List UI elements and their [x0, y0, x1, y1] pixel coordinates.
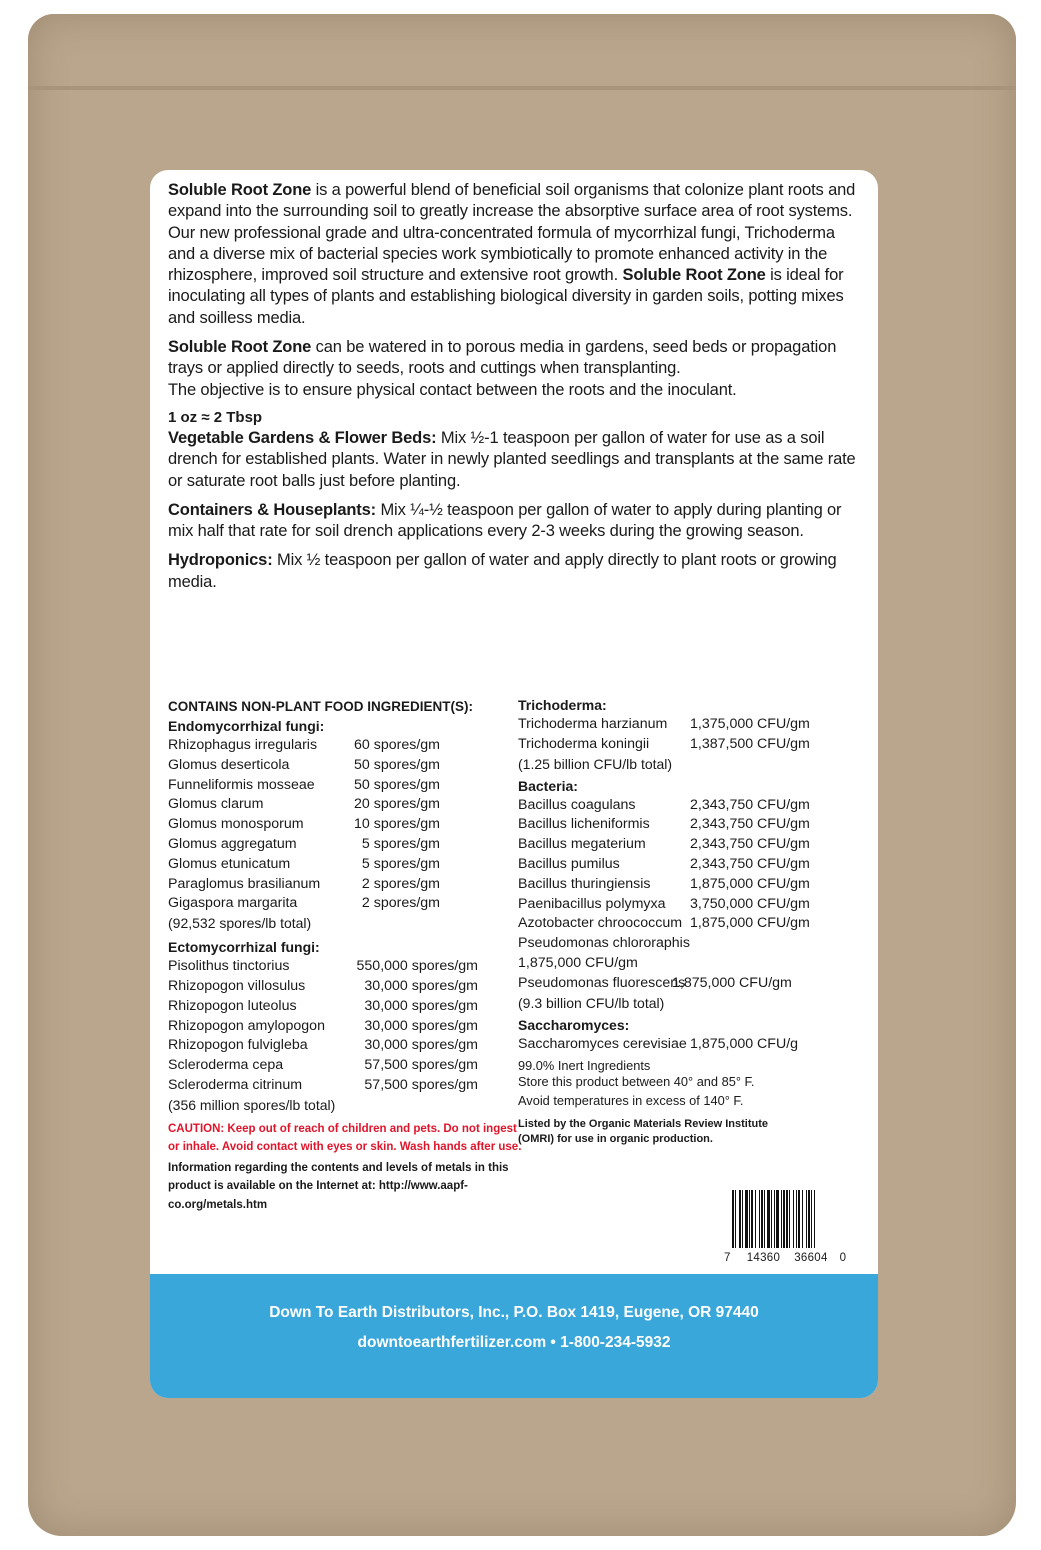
barcode-bar [755, 1190, 756, 1248]
ingredient-value: 2 spores/gm [361, 875, 440, 892]
barcode-bar [732, 1190, 734, 1248]
ingredient-name: Bacillus megaterium [518, 836, 646, 853]
barcode [724, 1188, 858, 1270]
ingredient-name: Pseudomonas chlororaphis [518, 935, 690, 952]
footer-contact: downtoearthfertilizer.com • 1-800-234-5932 [357, 1334, 671, 1351]
ingredient-name: Azotobacter chroococcum [518, 915, 683, 932]
barcode-bar [802, 1190, 803, 1248]
ingredient-row [518, 735, 868, 755]
tricho-total: (1.25 billion CFU/lb total) [518, 755, 673, 772]
ingredient-value: 50 spores/gm [354, 756, 440, 773]
ingredient-row [168, 1036, 528, 1056]
ingredient-value: 5 spores/gm [361, 855, 440, 872]
bact-title: Bacteria: [518, 777, 578, 794]
ingredient-value: 20 spores/gm [354, 796, 440, 813]
ingredient-row [518, 855, 868, 875]
ingredient-row [168, 977, 528, 997]
barcode-bar [749, 1190, 750, 1248]
barcode-bar [786, 1190, 788, 1248]
ingredient-row [518, 934, 868, 954]
ingredient-value: 3,750,000 CFU/gm [690, 895, 810, 912]
ingredient-row [518, 895, 868, 915]
ingredient-value: 5 spores/gm [361, 835, 440, 852]
usage-paragraph [168, 337, 863, 380]
hydro-label: Hydroponics: [168, 551, 273, 570]
veg-instructions [168, 428, 863, 492]
intro-text-a: is a powerful blend of beneficial soil organisms that colonize plant roots and expand into the surrounding soil to greatly increase the absorptive surface area of root systems. Our new professional grade and ultra-concentrated formula of mycorrhizal fungi, Trichoderma and a diverse mix of bacterial species work symbiotically to promote enhanced activity in the rhizosphere, improved soil structure and extensive root growth. [168, 181, 856, 285]
barcode-bar [735, 1190, 736, 1248]
sacch-title: Saccharomyces: [518, 1016, 630, 1033]
ingredient-name: Bacillus thuringiensis [518, 875, 651, 892]
veg-label: Vegetable Gardens & Flower Beds: [168, 428, 437, 447]
zip-seal [28, 86, 1016, 90]
ingredient-value: 1,875,000 CFU/gm [672, 974, 792, 991]
ingredients-right-column [518, 698, 868, 1147]
ingredient-name: Paraglomus brasilianum [168, 875, 321, 892]
ingredient-row [168, 1076, 528, 1096]
barcode-bar [814, 1190, 815, 1248]
ingredient-value: 2,343,750 CFU/gm [690, 855, 810, 872]
metals-info: Information regarding the contents and levels of metals in this product is available on the Internet at: http://www.aapf-co.org/metals.htm [168, 1161, 509, 1211]
ingredient-row [518, 914, 868, 934]
ingredient-value: 2,343,750 CFU/gm [690, 796, 810, 813]
veg-text: Mix ½-1 teaspoon per gallon of water for use as a soil drench for established plants. Water in newly planted seedlings and transplants at the same rate or saturate root balls just before planting. [168, 428, 856, 490]
ingredient-row [168, 756, 528, 776]
endo-total: (92,532 spores/lb total) [168, 915, 312, 932]
ingredient-name: Rhizopogon fulvigleba [168, 1037, 308, 1054]
barcode-bar [771, 1190, 772, 1248]
container-label: Containers & Houseplants: [168, 500, 377, 519]
dose-unit: 1 oz ≈ 2 Tbsp [168, 408, 263, 426]
barcode-bar [742, 1190, 743, 1248]
ecto-title: Ectomycorrhizal fungi: [168, 939, 320, 956]
ingredient-row [168, 835, 528, 855]
bact-total: (9.3 billion CFU/lb total) [518, 994, 665, 1011]
barcode-bar [781, 1190, 782, 1248]
avoid-text: Avoid temperatures in excess of 140° F. [518, 1093, 744, 1109]
ingredient-name: Gigaspora margarita [168, 895, 298, 912]
ingredient-name: Rhizophagus irregularis [168, 737, 318, 753]
barcode-bar [783, 1190, 785, 1248]
ingredient-name: Glomus aggregatum [168, 835, 297, 852]
ingredient-value: 2,343,750 CFU/gm [690, 836, 810, 853]
ingredient-value: 1,875,000 CFU/gm [690, 875, 810, 892]
ingredient-value: 30,000 spores/gm [364, 977, 478, 994]
ingredient-name: Bacillus licheniformis [518, 816, 650, 833]
ingredient-row [518, 974, 868, 994]
ingredient-value: 30,000 spores/gm [364, 1037, 478, 1054]
tricho-title: Trichoderma: [518, 697, 607, 713]
barcode-bar [745, 1190, 748, 1248]
barcode-bar [739, 1190, 741, 1248]
ingredient-row [168, 776, 528, 796]
ingredient-value: 1,875,000 CFU/gm [518, 954, 638, 971]
ingredient-name: Trichoderma harzianum [518, 716, 668, 732]
barcode-bar [789, 1190, 790, 1248]
barcode-bar [759, 1190, 760, 1248]
ingredient-name: Paenibacillus polymyxa [518, 895, 666, 912]
endo-title: Endomycorrhizal fungi: [168, 718, 325, 734]
ingredient-name: Pseudomonas fluorescens [518, 974, 686, 991]
ingredient-value: 1,875,000 CFU/g [690, 1035, 799, 1052]
ingredient-name: Scleroderma cepa [168, 1057, 284, 1074]
ingredient-name: Glomus clarum [168, 796, 264, 813]
ingredient-value: 1,875,000 CFU/gm [690, 915, 810, 932]
intro-text-b: is ideal for inoculating all types of plants and establishing biological diversity in garden soils, potting mixes and soilless media. [168, 266, 844, 327]
barcode-first-digit: 7 [724, 1252, 731, 1264]
ingredient-name: Glomus etunicatum [168, 855, 291, 872]
ingredient-value: 50 spores/gm [354, 776, 440, 793]
ingredient-value: 550,000 spores/gm [356, 958, 478, 975]
footer-address: Down To Earth Distributors, Inc., P.O. Box 1419, Eugene, OR 97440 [269, 1304, 759, 1321]
ingredient-name: Trichoderma koningii [518, 735, 650, 752]
barcode-bar [751, 1190, 753, 1248]
footer-band [150, 1274, 878, 1398]
ingredient-value: 2 spores/gm [361, 895, 440, 912]
objective-paragraph: The objective is to ensure physical contact between the roots and the inoculant. [168, 380, 737, 399]
ingredient-value: 2,343,750 CFU/gm [690, 816, 810, 833]
barcode-bar [796, 1190, 797, 1248]
product-label [150, 170, 878, 1398]
caution-text: CAUTION: Keep out of reach of children and pets. Do not ingest or inhale. Avoid contact with eyes or skin. Wash hands after use. [168, 1122, 522, 1154]
ecto-total: (356 million spores/lb total) [168, 1096, 336, 1113]
ingredient-name: Scleroderma citrinum [168, 1076, 303, 1093]
brand-name: Soluble Root Zone [168, 181, 312, 199]
barcode-bar [798, 1190, 800, 1248]
ingredient-value: 30,000 spores/gm [364, 1017, 478, 1034]
ingredient-value: 1,375,000 CFU/gm [690, 716, 810, 732]
ingredient-row [168, 795, 528, 815]
ingredients-header: CONTAINS NON-PLANT FOOD INGREDIENT(S): [168, 699, 473, 714]
ingredient-row [168, 1017, 528, 1037]
barcode-last-digit: 0 [839, 1252, 847, 1264]
ingredient-row [518, 796, 868, 816]
ingredient-value: 60 spores/gm [354, 737, 440, 753]
barcode-icon [728, 1188, 858, 1250]
ingredient-value: 30,000 spores/gm [364, 997, 478, 1014]
ingredient-name: Bacillus pumilus [518, 855, 620, 872]
ingredient-value: 57,500 spores/gm [364, 1076, 478, 1093]
barcode-left-digits: 14360 [746, 1252, 781, 1264]
ingredient-name: Rhizopogon villosulus [168, 977, 306, 994]
brand-name: Soluble Root Zone [622, 266, 766, 285]
hydro-text: Mix ½ teaspoon per gallon of water and apply directly to plant roots or growing media. [168, 551, 837, 591]
ingredient-name: Funneliformis mosseae [168, 776, 315, 793]
ingredient-row [518, 815, 868, 835]
ingredient-name: Bacillus coagulans [518, 796, 636, 813]
barcode-bar [764, 1190, 765, 1248]
ingredient-name: Rhizopogon luteolus [168, 997, 297, 1014]
barcode-bar [806, 1190, 807, 1248]
ingredient-name: Glomus deserticola [168, 756, 290, 773]
ingredient-value: 57,500 spores/gm [364, 1057, 478, 1074]
ingredient-row [168, 1056, 528, 1076]
brand-name: Soluble Root Zone [168, 338, 312, 357]
ingredient-row [168, 997, 528, 1017]
ingredient-row [168, 875, 528, 895]
ingredient-name: Rhizopogon amylopogon [168, 1017, 325, 1034]
bact-list [518, 796, 868, 935]
ingredient-value: 10 spores/gm [354, 816, 440, 833]
barcode-right-digits: 36604 [794, 1252, 828, 1264]
ingredient-row [518, 835, 868, 855]
barcode-bars [728, 1188, 858, 1250]
barcode-digits [724, 1252, 864, 1264]
barcode-bar [767, 1190, 770, 1248]
ingredient-name: Pisolithus tinctorius [168, 958, 290, 975]
container-instructions [168, 500, 863, 543]
barcode-bar [761, 1190, 763, 1248]
inert-text: 99.0% Inert Ingredients [518, 1058, 651, 1074]
ingredient-row [518, 1035, 868, 1055]
container-text: Mix ¼-½ teaspoon per gallon of water to apply during planting or mix half that rate for soil drench applications every 2-3 weeks during the growing season. [168, 500, 842, 541]
ecto-list [168, 957, 528, 1096]
ingredient-value: 1,387,500 CFU/gm [690, 735, 810, 752]
ingredient-row [168, 855, 528, 875]
ingredient-row [518, 715, 868, 735]
ingredient-row [168, 736, 528, 756]
ingredient-row [168, 957, 528, 977]
barcode-bar [776, 1190, 779, 1248]
usage-text: can be watered in to porous media in gardens, seed beds or propagation trays or applied directly to seeds, roots and cuttings when transplanting. [168, 338, 837, 378]
ingredient-row [168, 815, 528, 835]
label-text [168, 180, 863, 601]
barcode-bar [793, 1190, 794, 1248]
barcode-bar [811, 1190, 812, 1248]
ingredient-row [168, 894, 528, 914]
barcode-bar [774, 1190, 775, 1248]
tricho-list [518, 715, 868, 755]
intro-paragraph [168, 180, 863, 329]
ingredient-row [518, 954, 868, 974]
store-text: Store this product between 40° and 85° F. [518, 1074, 755, 1090]
ingredient-name: Glomus monosporum [168, 816, 304, 833]
ingredients-left-column [168, 698, 528, 1214]
endo-list [168, 736, 528, 914]
ingredient-name: Saccharomyces cerevisiae [518, 1035, 687, 1052]
hydro-instructions [168, 550, 863, 593]
barcode-bar [808, 1190, 810, 1248]
omri-text: Listed by the Organic Materials Review Institute (OMRI) for use in organic production. [518, 1118, 769, 1146]
ingredient-row [518, 875, 868, 895]
